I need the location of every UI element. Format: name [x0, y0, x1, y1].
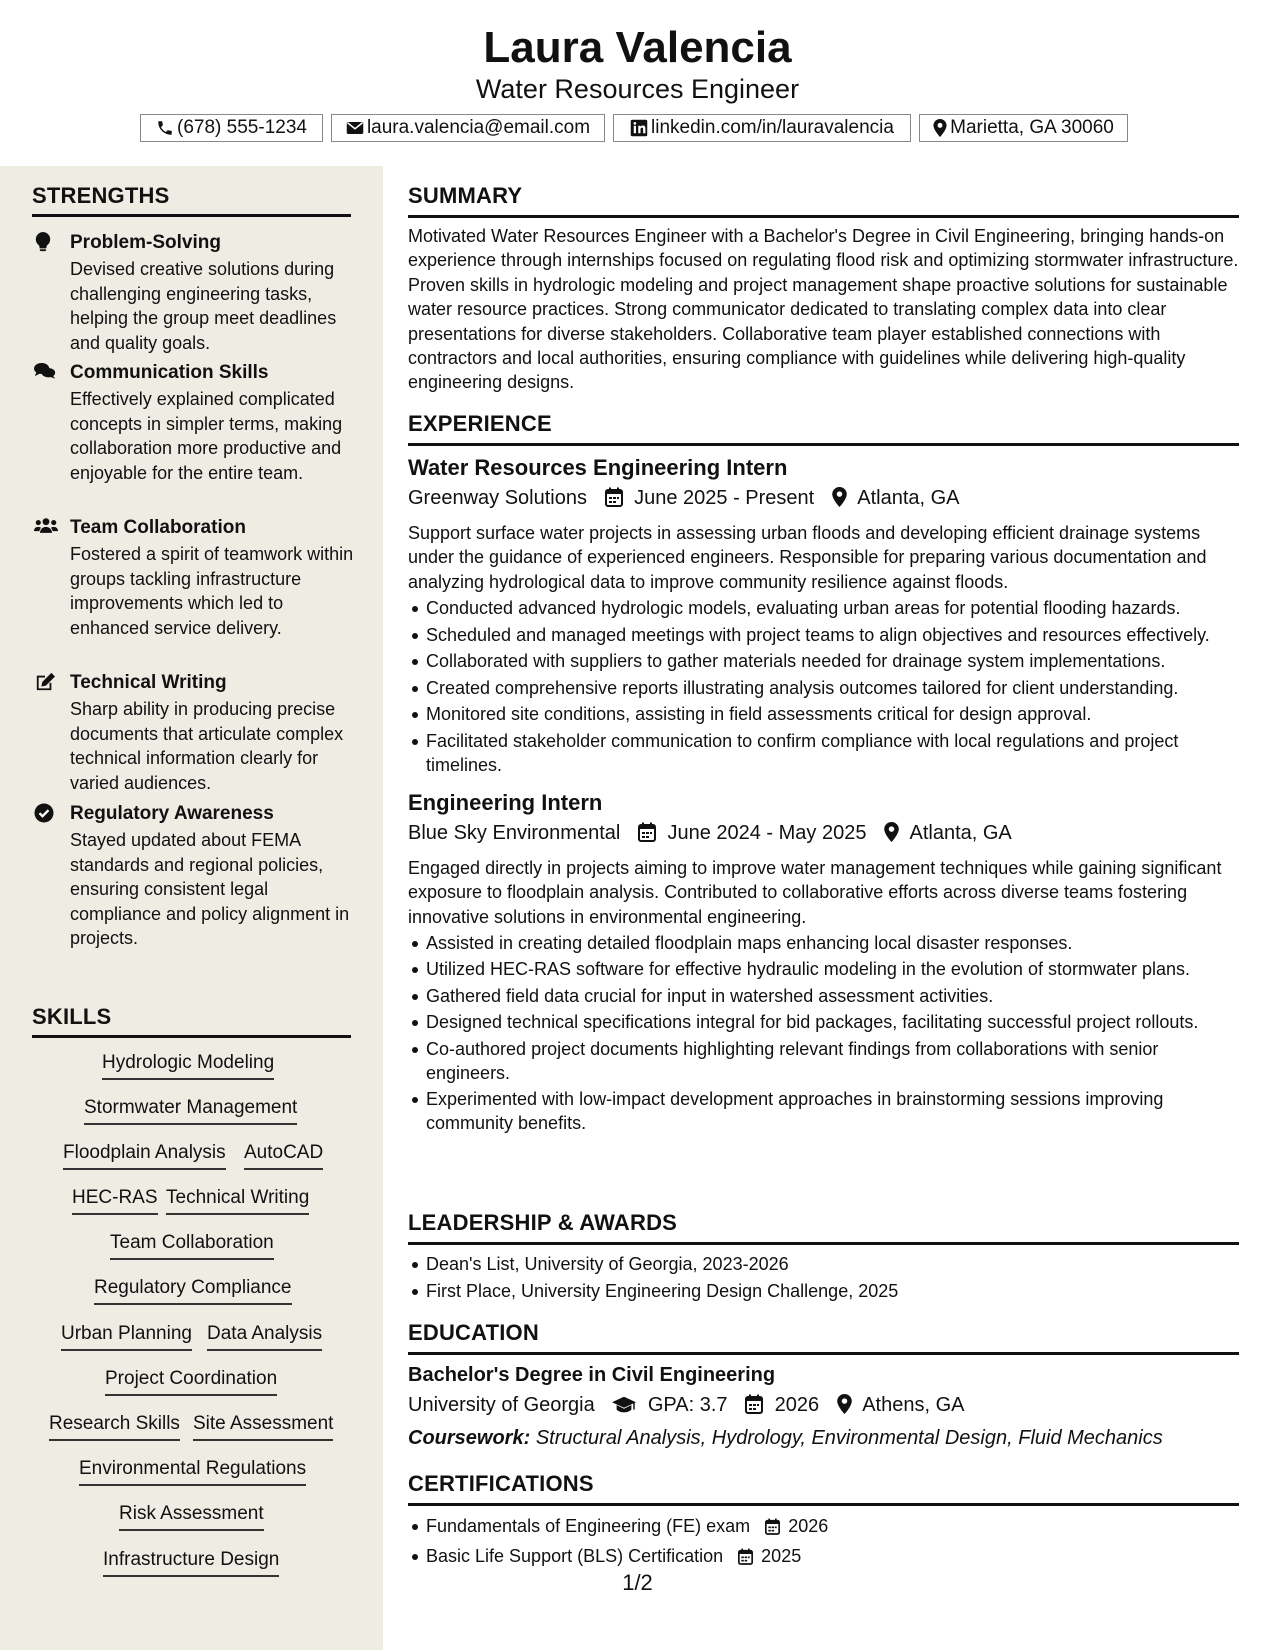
lightbulb-icon — [34, 232, 56, 254]
phone-icon — [156, 119, 174, 137]
experience-rule — [408, 443, 1239, 446]
leadership-list — [408, 1252, 1239, 1303]
map-pin-icon — [933, 119, 947, 137]
job-bullet: Assisted in creating detailed floodplain maps enhancing local disaster responses. — [426, 931, 1239, 955]
experience-section — [408, 410, 1239, 1138]
contact-email[interactable] — [331, 114, 605, 142]
skill-tag: AutoCAD — [244, 1141, 323, 1170]
experience-heading: EXPERIENCE — [408, 411, 552, 436]
skill-tag: Risk Assessment — [119, 1502, 264, 1531]
job-description: Engaged directly in projects aiming to improve water management techniques while gaining significant exposure to floodplain analysis. Contributed to collaborative efforts across diverse teams fostering innovative solutions in environmental engineering. — [408, 857, 1222, 927]
certifications-rule — [408, 1503, 1239, 1506]
users-icon — [34, 517, 56, 539]
job-bullet: Experimented with low-impact development approaches in brainstorming sessions improving community benefits. — [426, 1087, 1239, 1135]
job-title: Engineering Intern — [408, 789, 603, 815]
award-item: Dean's List, University of Georgia, 2023-2026 — [426, 1252, 1239, 1276]
strength-title: Team Collaboration — [70, 517, 246, 538]
calendar-icon — [605, 487, 623, 515]
resume-header — [0, 0, 1275, 166]
skill-tag: Stormwater Management — [84, 1096, 297, 1125]
calendar-icon — [638, 822, 656, 850]
job-location: Atlanta, GA — [909, 821, 1012, 844]
certification-name: Basic Life Support (BLS) Certification — [426, 1545, 724, 1566]
job-bullets — [408, 596, 1239, 777]
skills-section — [32, 1003, 351, 1038]
job-bullet: Collaborated with suppliers to gather materials needed for drainage system implementations. — [426, 649, 1239, 673]
contact-linkedin-text: linkedin.com/in/lauravalencia — [651, 117, 894, 138]
gpa: GPA: 3.7 — [647, 1394, 728, 1416]
job-bullet: Co-authored project documents highlighting relevant findings from collaborations with senior engineers. — [426, 1037, 1239, 1085]
summary-heading: SUMMARY — [408, 183, 523, 208]
skill-tag: Floodplain Analysis — [63, 1141, 226, 1170]
strength-description: Effectively explained complicated concepts in simpler terms, making collaboration more productive and enjoyable for the entire team. — [70, 389, 343, 483]
contact-location — [919, 114, 1128, 142]
strength-description: Stayed updated about FEMA standards and regional policies, ensuring consistent legal compliance and policy alignment in projects. — [70, 830, 350, 948]
certifications-list — [408, 1514, 1239, 1571]
strengths-list — [32, 230, 354, 1030]
education-rule — [408, 1352, 1239, 1355]
linkedin-icon — [630, 119, 648, 137]
job-title-headline: Water Resources Engineer — [475, 74, 800, 104]
skill-tag: Technical Writing — [166, 1186, 309, 1215]
contact-email-text: laura.valencia@email.com — [366, 117, 591, 138]
job-bullet: Monitored site conditions, assisting in field assessments critical for design approval. — [426, 702, 1239, 726]
job-entry — [408, 454, 1239, 777]
certifications-section — [408, 1470, 1239, 1573]
job-meta — [408, 819, 1239, 850]
comments-icon — [34, 362, 56, 384]
strength-title: Regulatory Awareness — [70, 803, 274, 824]
check-circle-icon — [34, 803, 56, 825]
skill-tag: Environmental Regulations — [79, 1457, 306, 1486]
award-item: First Place, University Engineering Design Challenge, 2025 — [426, 1279, 1239, 1303]
job-bullets — [408, 931, 1239, 1136]
calendar-icon — [738, 1547, 753, 1571]
graduation-year: 2026 — [774, 1394, 820, 1416]
education-meta — [408, 1391, 1239, 1422]
strength-description: Sharp ability in producing precise documents that articulate complex technical information clearly for varied audiences. — [70, 699, 344, 793]
job-bullet: Facilitated stakeholder communication to confirm compliance with local regulations and project timelines. — [426, 729, 1239, 777]
job-bullet: Gathered field data crucial for input in watershed assessment activities. — [426, 984, 1239, 1008]
skill-tag: Site Assessment — [193, 1412, 333, 1441]
certifications-heading: CERTIFICATIONS — [408, 1471, 594, 1496]
coursework — [408, 1424, 1239, 1452]
strength-title: Technical Writing — [70, 672, 227, 693]
contact-linkedin[interactable] — [613, 114, 911, 142]
job-company: Greenway Solutions — [408, 487, 587, 509]
strengths-section — [32, 182, 351, 217]
certification-year: 2025 — [761, 1545, 802, 1566]
strength-title: Problem-Solving — [70, 232, 221, 253]
contact-phone[interactable] — [140, 114, 323, 142]
job-bullet: Utilized HEC-RAS software for effective hydraulic modeling in the evolution of stormwater plans. — [426, 957, 1239, 981]
contact-phone-text: (678) 555-1234 — [177, 117, 307, 138]
degree-title: Bachelor's Degree in Civil Engineering — [408, 1364, 776, 1386]
certification-name: Fundamentals of Engineering (FE) exam — [426, 1516, 751, 1536]
page-number: 1/2 — [622, 1570, 653, 1595]
job-dates: June 2025 - Present — [634, 487, 815, 509]
edit-icon — [34, 672, 56, 694]
candidate-name: Laura Valencia — [483, 23, 792, 72]
job-dates: June 2024 - May 2025 — [667, 821, 867, 844]
map-pin-icon — [884, 822, 899, 850]
skill-tag: HEC-RAS — [72, 1186, 158, 1215]
summary-section — [408, 182, 1239, 395]
certification-year: 2026 — [788, 1516, 829, 1536]
certification-item — [426, 1544, 1239, 1571]
job-bullet: Created comprehensive reports illustrating analysis outcomes tailored for client understanding. — [426, 676, 1239, 700]
map-pin-icon — [832, 487, 847, 515]
job-bullet: Designed technical specifications integral for bid packages, facilitating successful project rollouts. — [426, 1010, 1239, 1034]
skill-tag: Research Skills — [49, 1412, 180, 1441]
coursework-label: Coursework: — [408, 1427, 531, 1449]
job-company: Blue Sky Environmental — [408, 821, 621, 844]
strength-title: Communication Skills — [70, 362, 269, 383]
skills-heading: SKILLS — [32, 1004, 112, 1029]
job-meta — [408, 484, 1239, 515]
skill-tag: Regulatory Compliance — [94, 1276, 292, 1305]
strength-description: Fostered a spirit of teamwork within groups tackling infrastructure improvements which led to enhanced service delivery. — [70, 544, 354, 638]
skills-rule — [32, 1035, 351, 1038]
job-bullet: Conducted advanced hydrologic models, evaluating urban areas for potential flooding hazards. — [426, 596, 1239, 620]
strengths-heading: STRENGTHS — [32, 183, 170, 208]
leadership-rule — [408, 1242, 1239, 1245]
certification-item — [426, 1514, 1239, 1541]
skill-tag: Project Coordination — [105, 1367, 277, 1396]
map-pin-icon — [837, 1394, 852, 1422]
contact-location-text: Marietta, GA 30060 — [950, 117, 1114, 138]
calendar-icon — [745, 1394, 763, 1422]
envelope-icon — [346, 120, 364, 136]
skill-tag: Urban Planning — [61, 1322, 192, 1351]
summary-rule — [408, 215, 1239, 218]
school-name: University of Georgia — [408, 1394, 595, 1416]
skill-tag: Team Collaboration — [110, 1231, 274, 1260]
calendar-icon — [765, 1517, 780, 1541]
job-entry — [408, 789, 1239, 1136]
education-heading: EDUCATION — [408, 1320, 539, 1345]
education-section — [408, 1319, 1239, 1452]
graduation-cap-icon — [612, 1394, 636, 1422]
job-location: Atlanta, GA — [857, 487, 960, 509]
coursework-list: Structural Analysis, Hydrology, Environmental Design, Fluid Mechanics — [535, 1427, 1163, 1449]
leadership-heading: LEADERSHIP & AWARDS — [408, 1210, 678, 1235]
sidebar — [0, 166, 383, 1650]
school-location: Athens, GA — [862, 1394, 965, 1416]
strength-description: Devised creative solutions during challenging engineering tasks, helping the group meet deadlines and quality goals. — [70, 259, 337, 353]
skill-tag: Infrastructure Design — [103, 1548, 279, 1577]
skill-tag: Data Analysis — [207, 1322, 322, 1351]
summary-text: Motivated Water Resources Engineer with a Bachelor's Degree in Civil Engineering, bringing hands-on experience through internships focused on regulating flood risk and optimizing stormwater infrastructure. Proven skills in hydrologic modeling and project management shape proactive solutions for sustainable water resource practices. Strong communicator dedicated to translating complex data into clear presentations for diverse stakeholders. Collaborative team player established connections with contractors and local authorities, ensuring compliance with guidelines while delivering high-quality engineering designs. — [408, 226, 1239, 393]
skill-tag: Hydrologic Modeling — [102, 1051, 274, 1080]
strengths-rule — [32, 214, 351, 217]
leadership-section — [408, 1209, 1239, 1305]
job-description: Support surface water projects in assessing urban floods and developing efficient drainage systems under the guidance of experienced engineers. Responsible for preparing various documentation and analyzing hydrological data to improve community resilience against floods. — [408, 523, 1207, 592]
job-bullet: Scheduled and managed meetings with project teams to align objectives and resources effectively. — [426, 623, 1239, 647]
job-title: Water Resources Engineering Intern — [408, 455, 788, 480]
